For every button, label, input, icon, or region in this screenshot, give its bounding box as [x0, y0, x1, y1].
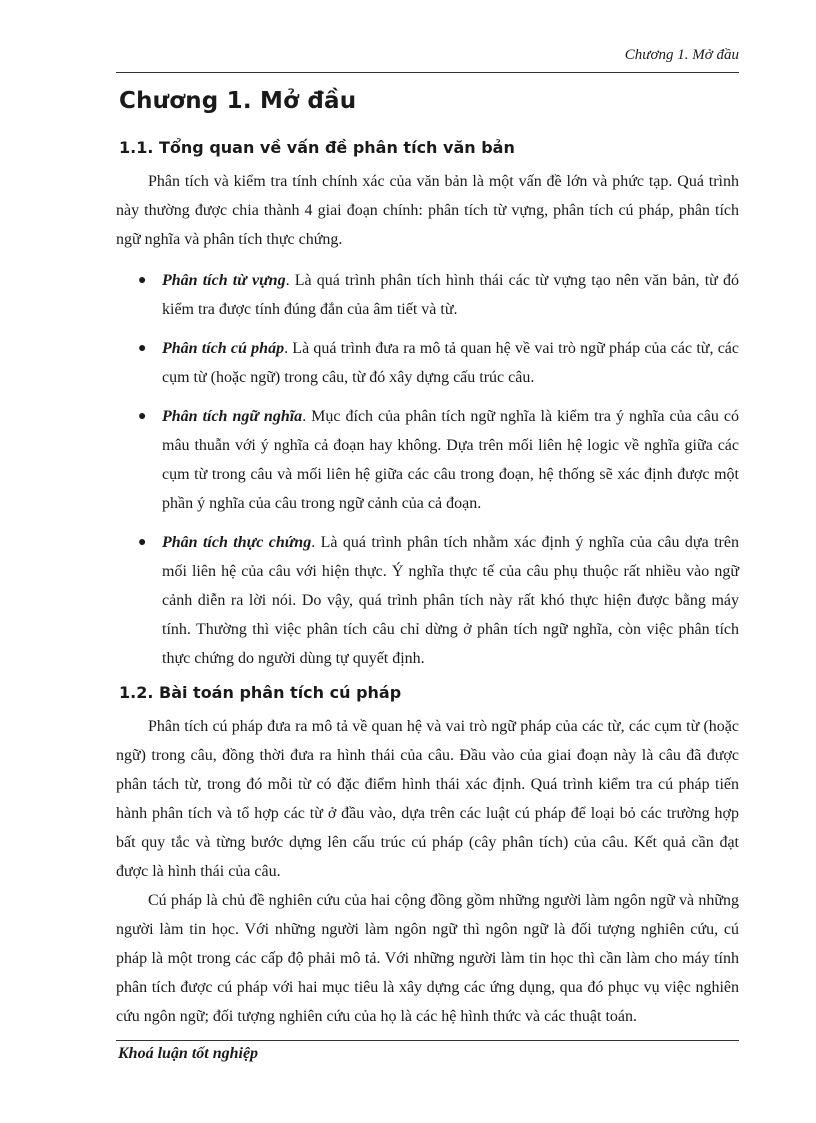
running-header: Chương 1. Mở đầu [624, 47, 739, 63]
list-item [116, 266, 739, 324]
list-item [116, 402, 739, 518]
bullet-icon: ● [138, 409, 147, 424]
bullet-icon: ● [138, 273, 147, 288]
page-content [116, 88, 739, 1031]
list-item [116, 528, 739, 673]
running-footer: Khoá luận tốt nghiệp [118, 1045, 259, 1062]
bullet-term: Phân tích ngữ nghĩa [162, 408, 303, 425]
header-divider [116, 72, 739, 73]
bullet-term: Phân tích cú pháp [162, 340, 285, 357]
bullet-icon: ● [138, 535, 147, 550]
section-1-2-paragraph: Phân tích cú pháp đưa ra mô tả về quan hệ và vai trò ngữ pháp của các từ, các cụm từ (hoặc ngữ) trong câu, đồng thời đưa ra hình thái của câu. Đầu vào của giai đoạn này là câu đã được phân tách từ, trong đó mỗi từ có đặc điểm hình thái xác định. Quá trình kiểm tra cú pháp tiến hành phân tích và tổ hợp các từ ở đầu vào, dựa trên các luật cú pháp để loại bỏ các trường hợp bất quy tắc và từng bước dựng lên cấu trúc cú pháp (cây phân tích) của câu. Kết quả cần đạt được là hình thái của câu. [116, 718, 739, 880]
bullet-text: . Là quá trình đưa ra mô tả quan hệ về vai trò ngữ pháp của các từ, các cụm từ (hoặc ngữ) trong câu, từ đó xây dựng cấu trúc câu. [162, 340, 739, 386]
analysis-stages-list [116, 266, 739, 673]
section-1-1-intro: Phân tích và kiểm tra tính chính xác của văn bản là một vấn đề lớn và phức tạp. Quá trình này thường được chia thành 4 giai đoạn chính: phân tích từ vựng, phân tích cú pháp, phân tích ngữ nghĩa và phân tích thực chứng. [116, 173, 739, 248]
bullet-text: . Mục đích của phân tích ngữ nghĩa là kiểm tra ý nghĩa của câu có mâu thuẫn với ý nghĩa cả đoạn hay không. Dựa trên mối liên hệ logic về nghĩa giữa các cụm từ trong câu và mối liên hệ giữa các câu trong đoạn, hệ thống sẽ xác định được một phần ý nghĩa của câu trong ngữ cảnh của cả đoạn. [162, 408, 740, 512]
list-item [116, 334, 739, 392]
footer-divider [116, 1040, 739, 1041]
chapter-title: Chương 1. Mở đầu [119, 88, 357, 114]
section-heading-1-2: 1.2. Bài toán phân tích cú pháp [119, 683, 402, 702]
bullet-icon: ● [138, 341, 147, 356]
section-1-2-paragraph: Cú pháp là chủ đề nghiên cứu của hai cộng đồng gồm những người làm ngôn ngữ và những người làm tin học. Với những người làm ngôn ngữ thì ngôn ngữ là đối tượng nghiên cứu, cú pháp là một trong các cấp độ phải mô tả. Với những người làm tin học thì cần làm cho máy tính phân tích được cú pháp với hai mục tiêu là xây dựng các ứng dụng, qua đó phục vụ việc nghiên cứu ngôn ngữ; đối tượng nghiên cứu của họ là các hệ hình thức và các thuật toán. [116, 892, 739, 1025]
bullet-term: Phân tích thực chứng [162, 534, 312, 551]
bullet-text: . Là quá trình phân tích hình thái các từ vựng tạo nên văn bản, từ đó kiểm tra được tính đúng đắn của âm tiết và từ. [162, 272, 739, 318]
bullet-text: . Là quá trình phân tích nhằm xác định ý nghĩa của câu dựa trên mối liên hệ của câu với hiện thực. Ý nghĩa thực tế của câu phụ thuộc rất nhiều vào ngữ cảnh diễn ra lời nói. Do vậy, quá trình phân tích này rất khó thực hiện được bằng máy tính. Thường thì việc phân tích câu chỉ dừng ở phân tích ngữ nghĩa, còn việc phân tích thực chứng do người dùng tự quyết định. [162, 534, 739, 667]
bullet-term: Phân tích từ vựng [162, 272, 286, 289]
section-heading-1-1: 1.1. Tổng quan về vấn đề phân tích văn bản [119, 138, 515, 157]
